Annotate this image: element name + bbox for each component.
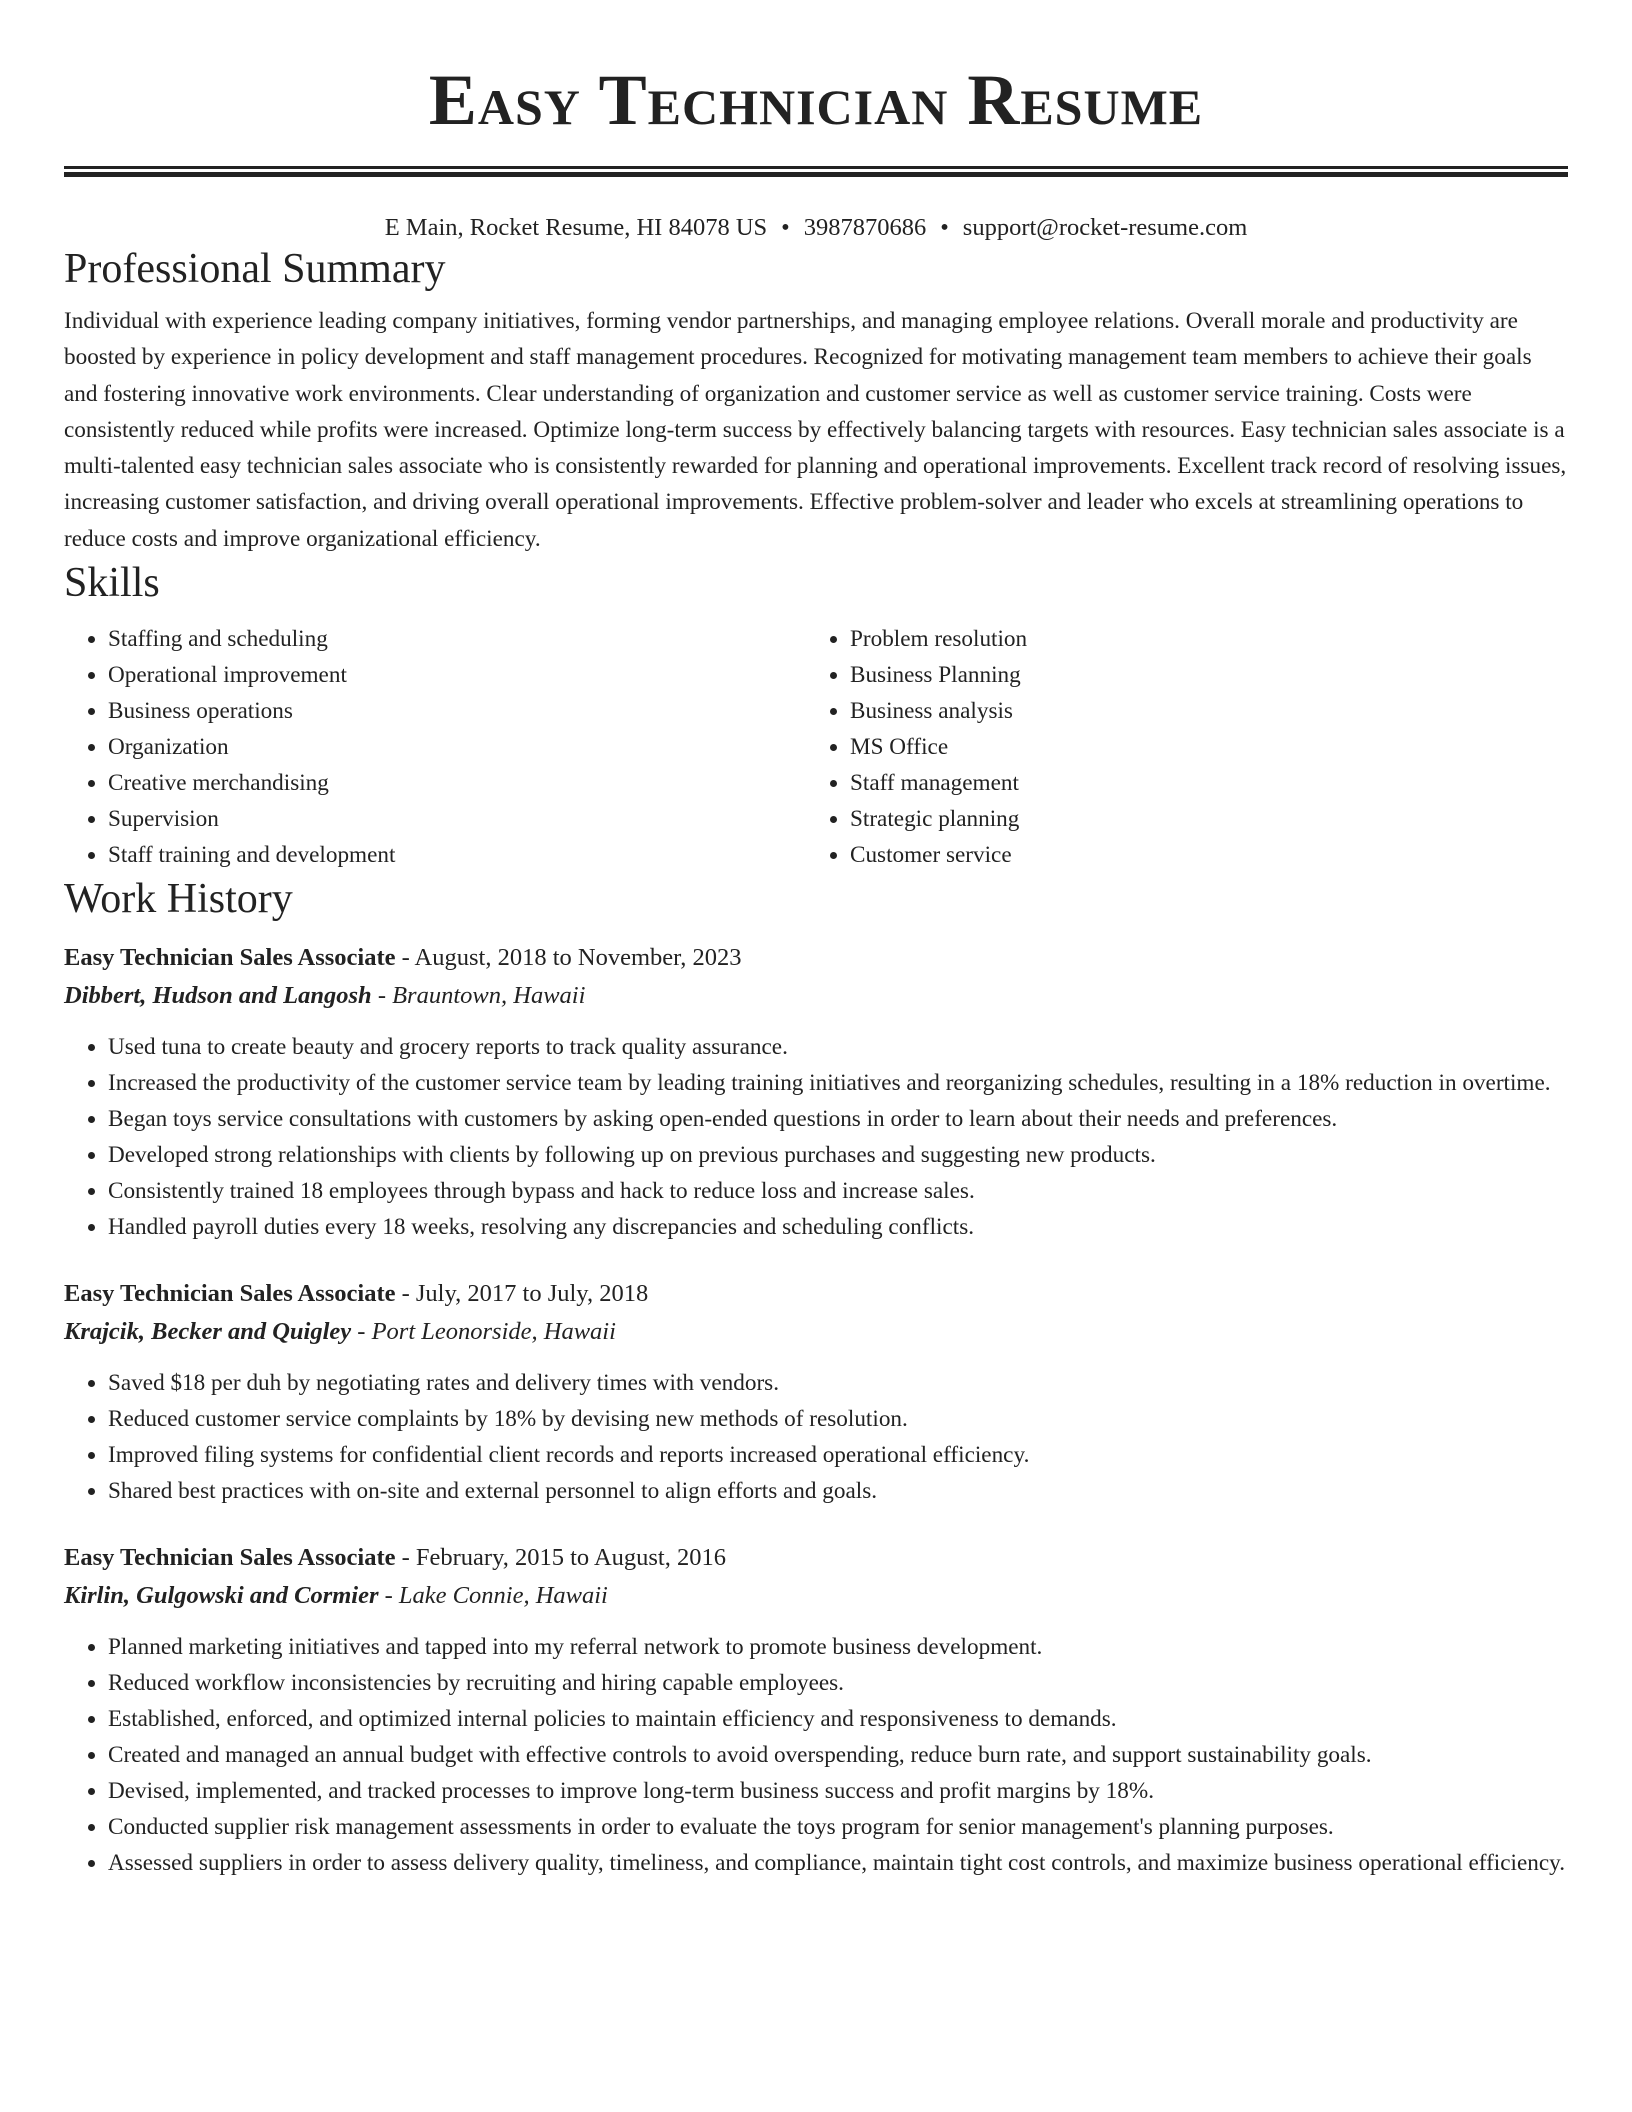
resume-title: Easy Technician Resume <box>428 60 1204 140</box>
job-title: Easy Technician Sales Associate <box>64 1280 396 1308</box>
skill-item: • Staffing and scheduling <box>108 621 806 657</box>
job-bullet: • Used tuna to create beauty and grocery reports to track quality assurance. <box>108 1029 1568 1065</box>
contact-separator: • <box>940 214 949 241</box>
job-bullet: • Established, enforced, and optimized internal policies to maintain efficiency and responsiveness to demands. <box>108 1701 1568 1737</box>
job-entry <box>64 939 1568 1245</box>
job-dates: - July, 2017 to July, 2018 <box>395 1280 649 1308</box>
skill-item: • Creative merchandising <box>108 765 806 801</box>
job-title-line <box>64 1539 1568 1577</box>
skill-item: • Business Planning <box>850 657 1548 693</box>
summary-text: Individual with experience leading company initiatives, forming vendor partnerships, and managing employee relations. Overall morale and productivity are boosted by experience in policy development and staff management procedures. Recognized for motivating management team members to achieve their goals and fostering innovative work environments. Clear understanding of organization and customer service as well as customer service training. Costs were consistently reduced while profits were increased. Optimize long-term success by effectively balancing targets with resources. Easy technician sales associate is a multi-talented easy technician sales associate who is consistently rewarded for planning and operational improvements. Excellent track record of resolving issues, increasing customer satisfaction, and driving overall operational improvements. Effective problem-solver and leader who excels at streamlining operations to reduce costs and improve organizational efficiency. <box>64 308 1567 552</box>
job-bullet: • Devised, implemented, and tracked processes to improve long-term business success and profit margins by 18%. <box>108 1773 1568 1809</box>
job-company-line <box>64 1313 1568 1351</box>
job-bullet: • Reduced workflow inconsistencies by recruiting and hiring capable employees. <box>108 1665 1568 1701</box>
title-divider <box>64 166 1568 177</box>
skill-item: • Problem resolution <box>850 621 1548 657</box>
job-dates: - August, 2018 to November, 2023 <box>395 944 742 972</box>
summary-heading: Professional Summary <box>64 246 446 292</box>
job-bullet: • Improved filing systems for confidential client records and reports increased operational efficiency. <box>108 1437 1568 1473</box>
job-company-line <box>64 977 1568 1015</box>
job-location: - Lake Connie, Hawaii <box>378 1582 608 1610</box>
skill-item: • Business operations <box>108 693 806 729</box>
job-bullet: • Saved $18 per duh by negotiating rates and delivery times with vendors. <box>108 1365 1568 1401</box>
skill-item: • Strategic planning <box>850 801 1548 837</box>
contact-separator: • <box>781 214 790 241</box>
contact-address: E Main, Rocket Resume, HI 84078 US <box>384 214 768 241</box>
skill-item: • Business analysis <box>850 693 1548 729</box>
job-company: Krajcik, Becker and Quigley <box>64 1318 352 1346</box>
job-bullet: • Developed strong relationships with clients by following up on previous purchases and suggesting new products. <box>108 1137 1568 1173</box>
job-bullet: • Planned marketing initiatives and tapped into my referral network to promote business development. <box>108 1629 1568 1665</box>
job-entry <box>64 1275 1568 1509</box>
job-company: Kirlin, Gulgowski and Cormier <box>64 1582 379 1610</box>
job-title-line <box>64 939 1568 977</box>
job-title: Easy Technician Sales Associate <box>64 1544 396 1572</box>
job-title: Easy Technician Sales Associate <box>64 944 396 972</box>
job-bullet: • Created and managed an annual budget with effective controls to avoid overspending, reduce burn rate, and support sustainability goals. <box>108 1737 1568 1773</box>
job-location: - Brauntown, Hawaii <box>371 982 586 1010</box>
skill-item: • Operational improvement <box>108 657 806 693</box>
job-location: - Port Leonorside, Hawaii <box>351 1318 616 1346</box>
contact-line <box>64 213 1568 243</box>
job-company: Dibbert, Hudson and Langosh <box>64 982 372 1010</box>
job-dates: - February, 2015 to August, 2016 <box>395 1544 726 1572</box>
job-bullets <box>64 1629 1568 1881</box>
skills-list <box>64 621 1568 873</box>
contact-phone: 3987870686 <box>803 214 927 241</box>
job-title-line <box>64 1275 1568 1313</box>
skill-item: • Supervision <box>108 801 806 837</box>
job-bullets <box>64 1029 1568 1245</box>
job-company-line <box>64 1577 1568 1615</box>
contact-email: support@rocket-resume.com <box>962 214 1248 241</box>
skills-column-right <box>806 621 1548 873</box>
skill-item: • Staff training and development <box>108 837 806 873</box>
job-bullet: • Assessed suppliers in order to assess delivery quality, timeliness, and compliance, maintain tight cost controls, and maximize business operational efficiency. <box>108 1845 1568 1881</box>
skills-column-left <box>64 621 806 873</box>
job-bullets <box>64 1365 1568 1509</box>
work-history-heading: Work History <box>64 876 293 923</box>
job-bullet: • Shared best practices with on-site and external personnel to align efforts and goals. <box>108 1473 1568 1509</box>
job-bullet: • Consistently trained 18 employees through bypass and hack to reduce loss and increase sales. <box>108 1173 1568 1209</box>
skill-item: • MS Office <box>850 729 1548 765</box>
skills-heading: Skills <box>64 560 160 607</box>
skill-item: • Staff management <box>850 765 1548 801</box>
skill-item: • Customer service <box>850 837 1548 873</box>
job-bullet: • Reduced customer service complaints by 18% by devising new methods of resolution. <box>108 1401 1568 1437</box>
skill-item: • Organization <box>108 729 806 765</box>
job-bullet: • Began toys service consultations with customers by asking open-ended questions in order to learn about their needs and preferences. <box>108 1101 1568 1137</box>
job-bullet: • Handled payroll duties every 18 weeks, resolving any discrepancies and scheduling conflicts. <box>108 1209 1568 1245</box>
job-entry <box>64 1539 1568 1881</box>
job-bullet: • Conducted supplier risk management assessments in order to evaluate the toys program for senior management's planning purposes. <box>108 1809 1568 1845</box>
job-bullet: • Increased the productivity of the customer service team by leading training initiatives and reorganizing schedules, resulting in a 18% reduction in overtime. <box>108 1065 1568 1101</box>
